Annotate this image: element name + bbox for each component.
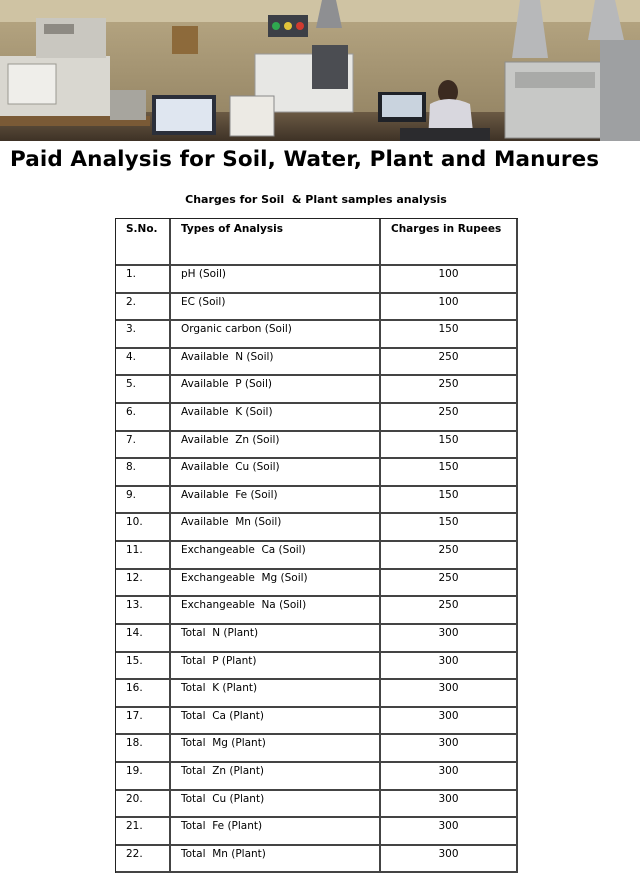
table-row — [116, 625, 518, 653]
cell-sno: 14. — [116, 625, 171, 653]
cell-charge: 150 — [381, 321, 518, 349]
cell-sno: 3. — [116, 321, 171, 349]
table-caption: Charges for Soil & Plant samples analysis — [185, 193, 447, 206]
cell-charge: 150 — [381, 459, 518, 487]
cell-analysis-type: Total Zn (Plant) — [171, 763, 381, 791]
cell-sno: 22. — [116, 846, 171, 874]
cell-sno: 12. — [116, 570, 171, 598]
cell-charge: 250 — [381, 404, 518, 432]
table-row — [116, 321, 518, 349]
table-row — [116, 514, 518, 542]
table-row — [116, 791, 518, 819]
cell-analysis-type: pH (Soil) — [171, 266, 381, 294]
cell-charge: 300 — [381, 763, 518, 791]
table-row — [116, 432, 518, 460]
table-row — [116, 542, 518, 570]
cell-charge: 300 — [381, 846, 518, 874]
cell-analysis-type: Available Mn (Soil) — [171, 514, 381, 542]
header-type: Types of Analysis — [171, 219, 381, 266]
cell-sno: 7. — [116, 432, 171, 460]
cell-sno: 21. — [116, 818, 171, 846]
cell-sno: 18. — [116, 735, 171, 763]
cell-sno: 17. — [116, 708, 171, 736]
cell-analysis-type: Total Ca (Plant) — [171, 708, 381, 736]
table-row — [116, 349, 518, 377]
cell-charge: 100 — [381, 294, 518, 322]
table-header-row — [116, 219, 518, 266]
cell-charge: 300 — [381, 735, 518, 763]
cell-sno: 5. — [116, 376, 171, 404]
cell-charge: 300 — [381, 708, 518, 736]
cell-sno: 11. — [116, 542, 171, 570]
cell-sno: 19. — [116, 763, 171, 791]
cell-charge: 250 — [381, 597, 518, 625]
cell-sno: 9. — [116, 487, 171, 515]
cell-charge: 300 — [381, 818, 518, 846]
cell-sno: 15. — [116, 653, 171, 681]
cell-analysis-type: Total Mn (Plant) — [171, 846, 381, 874]
cell-analysis-type: EC (Soil) — [171, 294, 381, 322]
cell-sno: 16. — [116, 680, 171, 708]
table-row — [116, 459, 518, 487]
table-row — [116, 570, 518, 598]
table-row — [116, 818, 518, 846]
cell-analysis-type: Total Fe (Plant) — [171, 818, 381, 846]
cell-analysis-type: Total N (Plant) — [171, 625, 381, 653]
charges-table — [115, 218, 518, 873]
cell-analysis-type: Organic carbon (Soil) — [171, 321, 381, 349]
cell-analysis-type: Available P (Soil) — [171, 376, 381, 404]
table-row — [116, 846, 518, 874]
cell-analysis-type: Available Fe (Soil) — [171, 487, 381, 515]
cell-analysis-type: Total P (Plant) — [171, 653, 381, 681]
cell-analysis-type: Total Cu (Plant) — [171, 791, 381, 819]
cell-analysis-type: Available Cu (Soil) — [171, 459, 381, 487]
table-row — [116, 404, 518, 432]
cell-charge: 150 — [381, 432, 518, 460]
cell-analysis-type: Exchangeable Ca (Soil) — [171, 542, 381, 570]
cell-sno: 13. — [116, 597, 171, 625]
table-row — [116, 597, 518, 625]
table-row — [116, 680, 518, 708]
table-row — [116, 376, 518, 404]
cell-charge: 250 — [381, 542, 518, 570]
cell-charge: 250 — [381, 349, 518, 377]
cell-analysis-type: Exchangeable Na (Soil) — [171, 597, 381, 625]
cell-charge: 300 — [381, 653, 518, 681]
cell-charge: 300 — [381, 625, 518, 653]
cell-analysis-type: Available Zn (Soil) — [171, 432, 381, 460]
table-row — [116, 735, 518, 763]
table-row — [116, 294, 518, 322]
header-sno: S.No. — [116, 219, 171, 266]
table-row — [116, 266, 518, 294]
cell-analysis-type: Total Mg (Plant) — [171, 735, 381, 763]
cell-charge: 300 — [381, 680, 518, 708]
cell-sno: 10. — [116, 514, 171, 542]
cell-sno: 1. — [116, 266, 171, 294]
cell-charge: 150 — [381, 514, 518, 542]
cell-analysis-type: Available N (Soil) — [171, 349, 381, 377]
cell-charge: 300 — [381, 791, 518, 819]
lab-photo-image — [0, 0, 640, 141]
table-row — [116, 708, 518, 736]
cell-analysis-type: Total K (Plant) — [171, 680, 381, 708]
cell-sno: 20. — [116, 791, 171, 819]
cell-charge: 250 — [381, 570, 518, 598]
cell-analysis-type: Available K (Soil) — [171, 404, 381, 432]
table-row — [116, 763, 518, 791]
lab-photo-banner — [0, 0, 640, 141]
header-charges: Charges in Rupees — [381, 219, 518, 266]
cell-sno: 2. — [116, 294, 171, 322]
table-row — [116, 653, 518, 681]
cell-sno: 6. — [116, 404, 171, 432]
cell-sno: 8. — [116, 459, 171, 487]
cell-charge: 100 — [381, 266, 518, 294]
cell-analysis-type: Exchangeable Mg (Soil) — [171, 570, 381, 598]
page-title: Paid Analysis for Soil, Water, Plant and Manures — [10, 147, 600, 172]
cell-charge: 150 — [381, 487, 518, 515]
cell-sno: 4. — [116, 349, 171, 377]
cell-charge: 250 — [381, 376, 518, 404]
table-row — [116, 487, 518, 515]
